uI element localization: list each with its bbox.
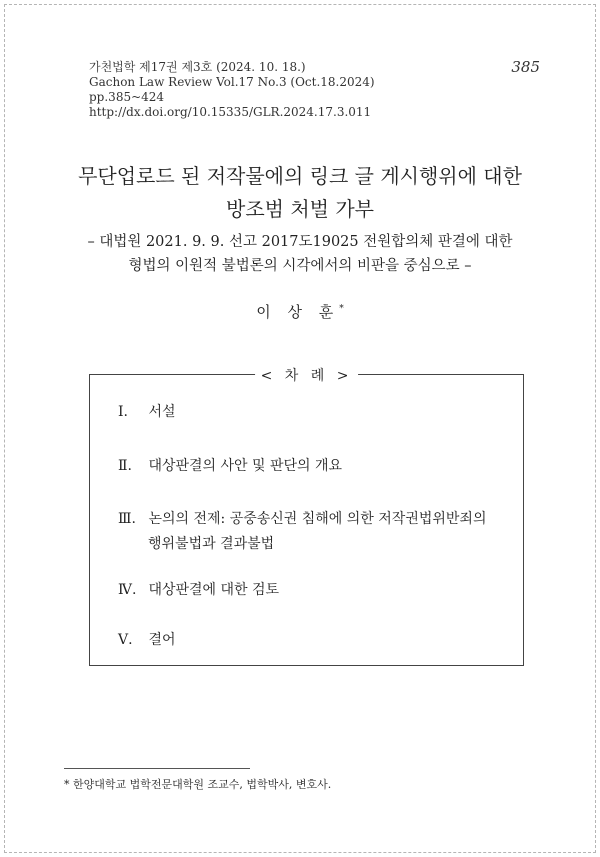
toc-item-1 xyxy=(118,400,176,425)
journal-doi: http://dx.doi.org/10.15335/GLR.2024.17.3.011 xyxy=(89,105,372,119)
toc-item-3 xyxy=(118,507,486,557)
toc-item-4 xyxy=(118,578,279,603)
journal-issue-korean: 가천법학 제17권 제3호 (2024. 10. 18.) xyxy=(89,60,306,74)
journal-pages: pp.385~424 xyxy=(89,90,165,104)
paper-subtitle-line-2: 형법의 이원적 불법론의 시각에서의 비판을 중심으로 – xyxy=(128,258,472,274)
toc-item-text: 결어 xyxy=(148,632,176,648)
footnote xyxy=(64,776,331,792)
author-name: 이 상 훈 xyxy=(256,303,340,321)
toc-item-text: 대상판결에 대한 검토 xyxy=(148,582,280,598)
title-block xyxy=(0,160,600,278)
footnote-divider xyxy=(64,768,250,769)
toc-item-text: 대상판결의 사안 및 판단의 개요 xyxy=(148,458,343,474)
toc-item-5 xyxy=(118,628,176,653)
page-number: 385 xyxy=(511,58,540,76)
footnote-text: 한양대학교 법학전문대학원 조교수, 법학박사, 변호사. xyxy=(73,778,332,791)
author-footnote-mark: * xyxy=(339,304,344,314)
paper-subtitle-line-1: – 대법원 2021. 9. 9. 선고 2017도19025 전원합의체 판결에 대한 xyxy=(87,234,513,250)
toc-item-text: 서설 xyxy=(148,404,176,420)
toc-item-text: 논의의 전제: 공중송신권 침해에 의한 저작권법위반죄의 xyxy=(148,511,487,527)
toc-item-number: Ⅴ. xyxy=(118,632,133,648)
toc-item-number: Ⅱ. xyxy=(118,458,132,474)
paper-title-line-2: 방조범 처벌 가부 xyxy=(226,197,374,221)
author xyxy=(0,301,600,322)
toc-heading: < 차 례 > xyxy=(255,365,359,385)
journal-issue-english: Gachon Law Review Vol.17 No.3 (Oct.18.2024) xyxy=(89,75,375,89)
toc-item-text-continued: 행위불법과 결과불법 xyxy=(148,536,275,552)
toc-item-number: Ⅰ. xyxy=(118,404,128,420)
toc-item-number: Ⅲ. xyxy=(118,511,136,527)
toc-item-number: Ⅳ. xyxy=(118,582,137,598)
toc-item-2 xyxy=(118,454,342,479)
table-of-contents xyxy=(89,368,524,666)
footnote-mark: * xyxy=(64,778,70,791)
journal-meta xyxy=(89,60,375,120)
paper-title-line-1: 무단업로드 된 저작물에의 링크 글 게시행위에 대한 xyxy=(78,164,522,188)
